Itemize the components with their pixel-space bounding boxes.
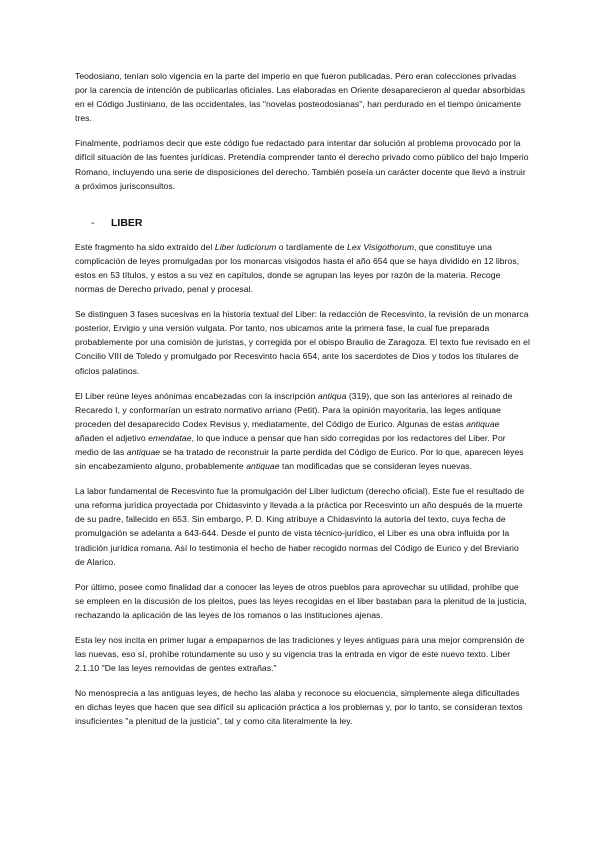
italic-run: antiquae <box>466 418 500 429</box>
italic-run: antiqua <box>317 390 347 401</box>
italic-run: Lex Visigothorum <box>346 241 415 252</box>
text-run: (319), que son las anteriores al reinado de Recaredo I, y conformarían un estrato normativo arriano (Petit). Para la opinión mayoritaria, las leges antiquae proceden del desaparecido Codex Revisus y, mediatamente, del Código de Eurico. Algunas de estas <box>75 390 513 429</box>
italic-run: emendatae <box>148 432 192 443</box>
paragraph-menosprecia: No menosprecia a las antiguas leyes, de hecho las alaba y reconoce su elocuencia, simplemente alega dificultades en dichas leyes que hacen que sea difícil su aplicación práctica a los problemas y, por lo tanto, se consideran textos insuficientes "a plenitud de la justicia", tal y como cita literalmente la ley. <box>75 688 523 727</box>
paragraph-teodosiano: Teodosiano, tenían solo vigencia en la parte del imperio en que fueron publicadas. Pero eran colecciones privadas por la carencia de intención de publicarlas oficiales. Las elaboradas en Oriente desaparecieron al quedar absorbidas en el Código Justiniano, de las occidentales, las "novelas posteodosianas", han perdurado en el tiempo únicamente tres. <box>75 71 526 124</box>
text-run: El Liber reúne leyes anónimas encabezadas con la inscripción <box>75 390 318 401</box>
section-title: LIBER <box>111 216 143 229</box>
paragraph-finalidad: Por último, posee como finalidad dar a conocer las leyes de otros pueblos para aprovechar su utilidad, prohíbe que se empleen en la discusión de los pleitos, pues las leyes recogidas en el liber bastaban para la plenitud de la justicia, rechazando la aplicación de las leyes de los romanos o las instituciones ajenas. <box>75 581 527 620</box>
paragraph-fragmento <box>75 240 530 296</box>
text-run: , que constituye una complicación de leyes promulgadas por los monarcas visigodos hasta el año 654 que se haya dividido en 12 libros, estos en 53 títulos, y estos a su vez en capítulos, donde se agrupan las leyes por razón de la materia. Recoge normas de Derecho privado, penal y procesal. <box>75 241 520 295</box>
document-page <box>75 69 530 740</box>
bullet-dash: - <box>91 216 95 229</box>
text-run: tan modificadas que se consideran leyes nuevas. <box>279 461 473 472</box>
paragraph-finalmente: Finalmente, podríamos decir que este código fue redactado para intentar dar solución al problema provocado por la difícil situación de las fuentes jurídicas. Pretendía comprender tanto el derecho privado como público del bajo Imperio Romano, incluyendo una serie de disposiciones del derecho. También poseía un carácter docente que llevó a instruir a próximos jurisconsultos. <box>75 138 529 191</box>
paragraph-incita: Esta ley nos incita en primer lugar a empaparnos de las tradiciones y leyes antiguas para una mejor comprensión de las nuevas, eso sí, prohíbe rotundamente su uso y su vigencia tras la entrada en vigor de este nuevo texto. Liber 2.1.10 "De las leyes removidas de gentes extrañas." <box>75 635 525 674</box>
text-run: se ha tratado de reconstruir la parte perdida del Código de Eurico. Por lo que, aparecen leyes sin encabezamiento alguno, probablemente <box>75 446 524 472</box>
paragraph-recesvinto: La labor fundamental de Recesvinto fue la promulgación del Liber ludictum (derecho oficial). Este fue el resultado de una reforma jurídica proyectada por Chidasvinto y llevada a la práctica por Recesvinto un año después de la muerte de su padre, fallecido en 653. Sin embargo, P. D. King atribuye a Chidasvinto la autoría del texto, cuya fecha de promulgación se adelanta a 643-644. Desde el punto de vista técnico-jurídico, el Liber es una obra influida por la tradición jurídica romana. Así lo testimonia el hecho de haber recogido normas del Código de Eurico y del Breviario de Alarico. <box>75 486 525 567</box>
text-run: Este fragmento ha sido extraído del <box>75 241 215 252</box>
section-heading-liber <box>91 216 530 230</box>
text-run: o tardíamente de <box>276 241 347 252</box>
text-run: añaden el adjetivo <box>75 432 149 443</box>
italic-run: antiquae <box>126 446 161 457</box>
paragraph-fases: Se distinguen 3 fases sucesivas en la historia textual del Liber: la redacción de Recesvinto, la revisión de un monarca posterior, Ervigio y una versión vulgata. Por tanto, nos ubicamos ante la primera fase, la cual fue preparada probablemente por una comisión de juristas, y corregida por el obispo Braulio de Zaragoza. El texto fue revisado en el Concilio VIII de Toledo y promulgado por Recesvinto hacia 654, ante los sacerdotes de Dios y todos los titulares de oficios palatinos. <box>75 309 530 376</box>
text-run: , lo que induce a pensar que han sido corregidas por los redactores del Liber. Por medio de las <box>75 432 506 457</box>
italic-run: antiquae <box>246 461 280 472</box>
italic-run: Liber ludiciorum <box>214 241 277 252</box>
paragraph-antiquae <box>75 389 530 474</box>
